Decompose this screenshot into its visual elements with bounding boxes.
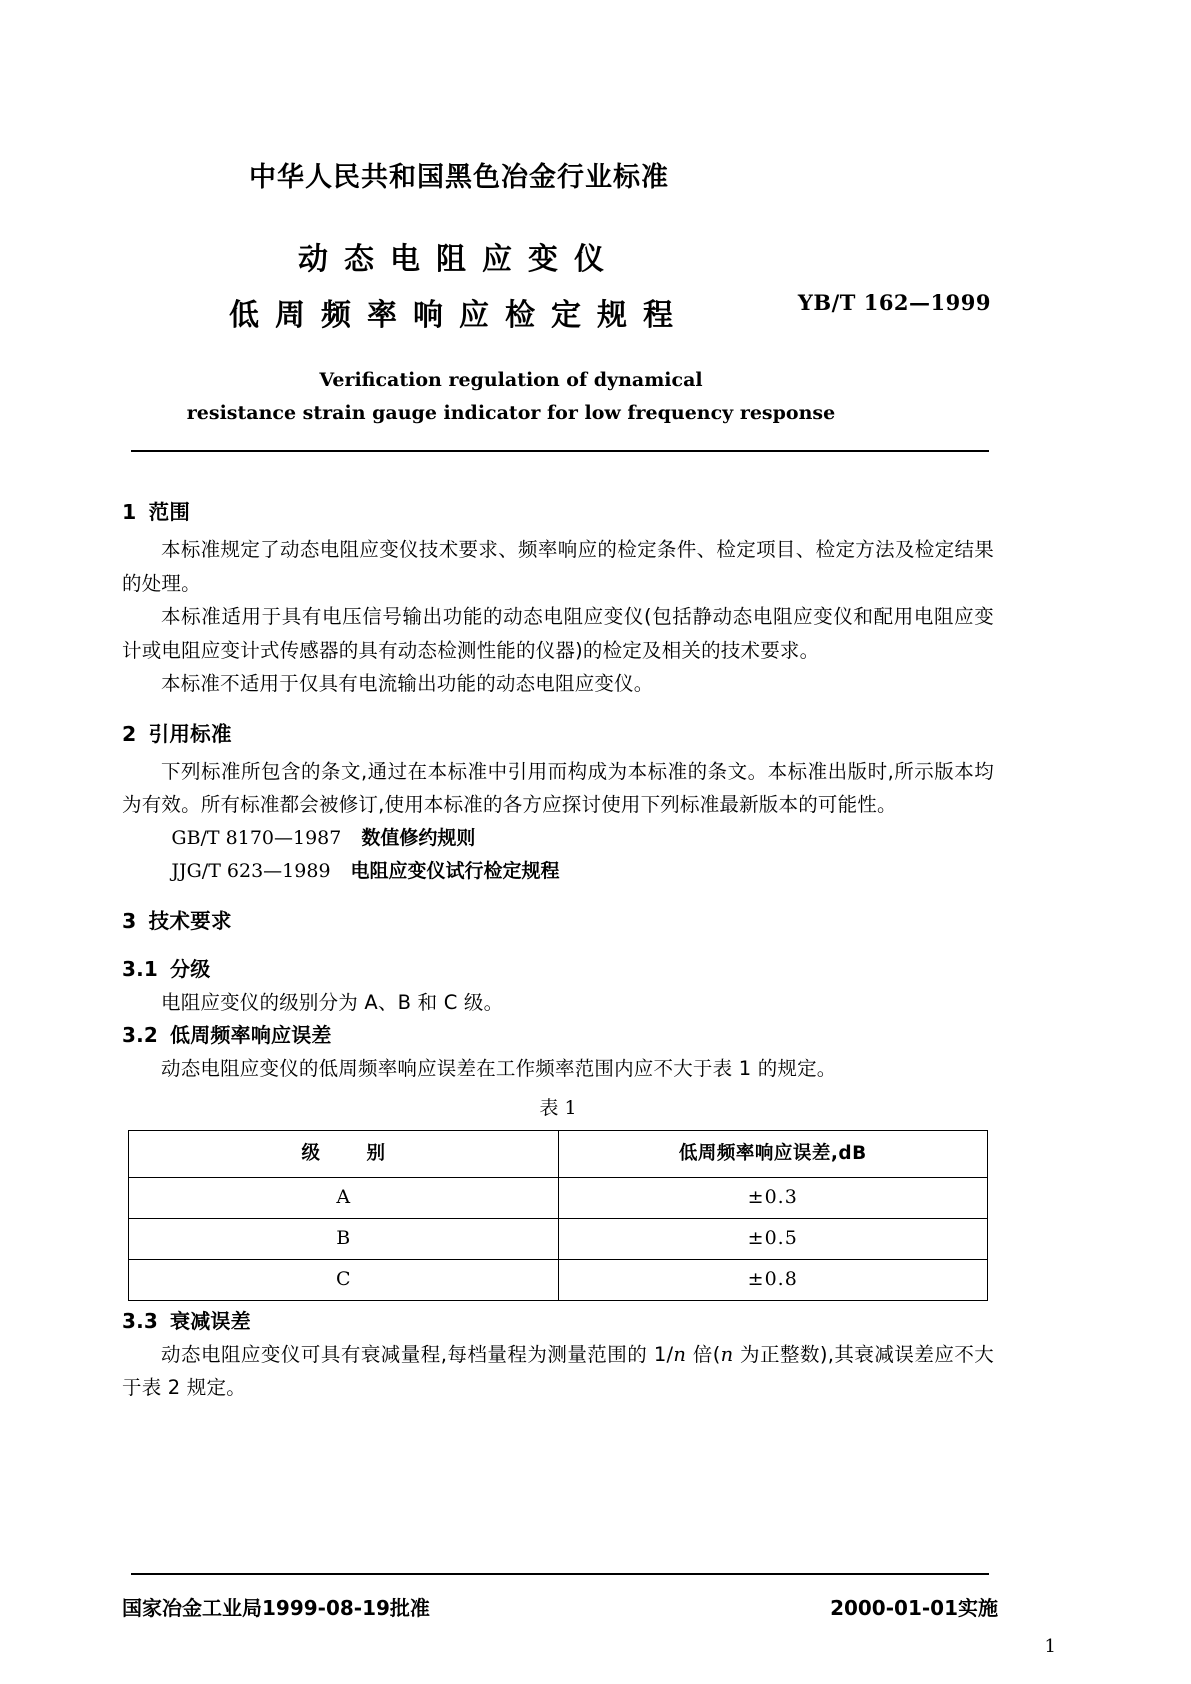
section-title-3: 技术要求 (148, 908, 232, 933)
table-row-header (129, 1130, 988, 1177)
table-1-grade-c: C (129, 1259, 559, 1300)
table-1-grade-b: B (129, 1218, 559, 1259)
referenced-standard-2-title: 电阻应变仪试行检定规程 (350, 859, 560, 882)
section-3-1-paragraph-1: 电阻应变仪的级别分为 A、B 和 C 级。 (161, 990, 504, 1014)
section-heading-3-2 (122, 1019, 994, 1052)
title-row (131, 232, 991, 342)
issuing-organization-line: 中华人民共和国黑色冶金行业标准 (249, 162, 669, 193)
approval-statement: 国家冶金工业局1999-08-19批准 (122, 1596, 430, 1620)
document-title (131, 232, 771, 344)
header-divider-rule (131, 450, 989, 452)
referenced-standard-1 (122, 822, 994, 855)
section-number-1: 1 (122, 500, 137, 524)
section-3-3-variable-n-1: n (673, 1342, 687, 1366)
table-row (129, 1177, 988, 1218)
table-1-error-c: ±0.8 (558, 1259, 988, 1300)
english-title-line-2: resistance strain gauge indicator for low frequency response (186, 402, 836, 424)
standard-number: YB/T 162—1999 (797, 290, 991, 315)
section-3-3-text-c: 为正整数),其衰减误差应不大于表 2 规定。 (122, 1342, 994, 1399)
section-3-2-paragraph-1: 动态电阻应变仪的低周频率响应误差在工作频率范围内应不大于表 1 的规定。 (161, 1057, 837, 1080)
section-heading-3 (122, 905, 994, 938)
table-1-grade-a: A (129, 1177, 559, 1218)
section-1-paragraph-1: 本标准规定了动态电阻应变仪技术要求、频率响应的检定条件、检定项目、检定方法及检定结果的处理。 (122, 538, 994, 595)
section-heading-3-3 (122, 1305, 994, 1338)
section-1-paragraph-3: 本标准不适用于仅具有电流输出功能的动态电阻应变仪。 (161, 672, 654, 695)
document-footer (122, 1592, 998, 1621)
section-heading-1 (122, 496, 994, 529)
table-row (129, 1259, 988, 1300)
section-3-3-text-a: 动态电阻应变仪可具有衰减量程,每档量程为测量范围的 1/ (161, 1342, 674, 1366)
section-3-3-variable-n-2: n (720, 1342, 734, 1366)
section-title-3-2: 低周频率响应误差 (170, 1023, 332, 1047)
english-title-line-1: Verification regulation of dynamical (319, 369, 703, 391)
section-title-3-3: 衰减误差 (170, 1308, 251, 1333)
section-heading-2 (122, 718, 994, 751)
referenced-standard-1-title: 数值修约规则 (361, 826, 476, 849)
spacer (122, 888, 994, 905)
implementation-statement: 2000-01-01实施 (830, 1596, 998, 1620)
section-number-3-2: 3.2 (122, 1023, 159, 1047)
table-1-error-a: ±0.3 (558, 1177, 988, 1218)
section-3-3-paragraph-1 (122, 1338, 994, 1405)
table-row (129, 1218, 988, 1259)
table-1-caption: 表 1 (539, 1096, 577, 1119)
section-number-3-3: 3.3 (122, 1308, 159, 1333)
section-title-1: 范围 (148, 500, 191, 524)
spacer (122, 942, 994, 953)
section-2-paragraph-1: 下列标准所包含的条文,通过在本标准中引用而构成为本标准的条文。本标准出版时,所示版本均为有效。所有标准都会被修订,使用本标准的各方应探讨使用下列标准最新版本的可能性。 (122, 759, 994, 816)
section-title-3-1: 分级 (170, 956, 211, 981)
table-1-error-b: ±0.5 (558, 1218, 988, 1259)
document-body (122, 496, 994, 1405)
section-number-3: 3 (122, 908, 137, 933)
section-number-2: 2 (122, 721, 137, 746)
section-1-paragraph-2: 本标准适用于具有电压信号输出功能的动态电阻应变仪(包括静动态电阻应变仪和配用电阻应变计或电阻应变计式传感器的具有动态检测性能的仪器)的检定及相关的技术要求。 (122, 605, 994, 662)
section-number-3-1: 3.1 (122, 956, 159, 981)
page-number: 1 (1044, 1636, 1056, 1657)
section-3-3-text-b: 倍( (686, 1342, 721, 1366)
title-line-2: 低周频率响应检定规程 (229, 298, 689, 333)
english-title (131, 364, 891, 430)
referenced-standard-2-code: JJG/T 623—1989 (171, 859, 331, 882)
table-1 (128, 1130, 988, 1301)
footer-divider-rule (131, 1573, 989, 1575)
referenced-standard-2 (122, 855, 994, 888)
document-header (131, 155, 991, 430)
table-1-header-error: 低周频率响应误差,dB (558, 1130, 988, 1177)
referenced-standard-1-code: GB/T 8170—1987 (171, 826, 342, 849)
title-line-1: 动态电阻应变仪 (298, 242, 620, 277)
section-title-2: 引用标准 (148, 721, 232, 746)
table-1-header-grade: 级 别 (129, 1130, 559, 1177)
section-heading-3-1 (122, 953, 994, 986)
spacer (122, 701, 994, 718)
